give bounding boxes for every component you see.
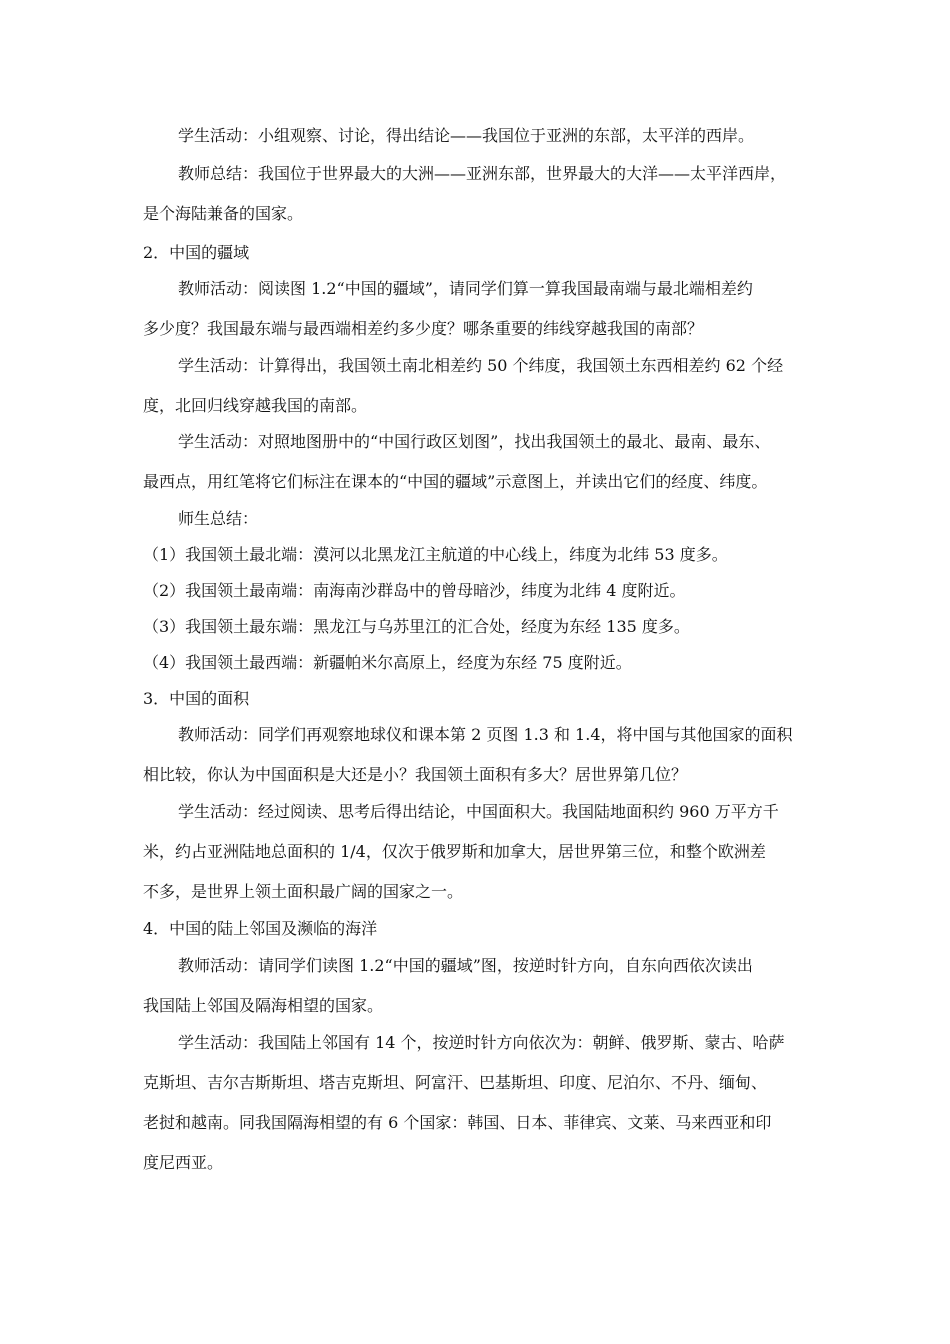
paragraph-line: 是个海陆兼备的国家。 [143, 204, 304, 223]
paragraph-line: 学生活动：经过阅读、思考后得出结论，中国面积大。我国陆地面积约 960 万平方千 [178, 802, 779, 821]
paragraph-line: 学生活动：计算得出，我国领土南北相差约 50 个纬度，我国领土东西相差约 62 个经 [178, 356, 784, 375]
paragraph-line: 老挝和越南。同我国隔海相望的有 6 个国家：韩国、日本、菲律宾、文莱、马来西亚和印 [143, 1113, 772, 1132]
paragraph-line: 师生总结： [178, 509, 259, 528]
paragraph-line: 克斯坦、吉尔吉斯斯坦、塔吉克斯坦、阿富汗、巴基斯坦、印度、尼泊尔、不丹、缅甸、 [143, 1073, 768, 1092]
paragraph-line: 教师活动：同学们再观察地球仪和课本第 2 页图 1.3 和 1.4，将中国与其他国家的面积 [178, 725, 793, 744]
section-heading: 3．中国的面积 [143, 689, 250, 708]
list-item: （2）我国领土最南端：南海南沙群岛中的曾母暗沙，纬度为北纬 4 度附近。 [143, 581, 686, 600]
section-heading: 2．中国的疆域 [143, 243, 250, 262]
paragraph-line: 度，北回归线穿越我国的南部。 [143, 396, 368, 415]
paragraph-line: 相比较，你认为中国面积是大还是小？我国领土面积有多大？居世界第几位？ [143, 765, 688, 784]
paragraph-line: 最西点，用红笔将它们标注在课本的“中国的疆域”示意图上，并读出它们的经度、纬度。 [143, 472, 768, 491]
paragraph-line: 教师总结：我国位于世界最大的大洲——亚洲东部，世界最大的大洋——太平洋西岸， [178, 164, 787, 183]
paragraph-line: 教师活动：请同学们读图 1.2“中国的疆域”图，按逆时针方向，自东向西依次读出 [178, 956, 753, 975]
section-heading: 4．中国的陆上邻国及濒临的海洋 [143, 919, 378, 938]
paragraph-line: 度尼西亚。 [143, 1153, 224, 1172]
paragraph-line: 多少度？我国最东端与最西端相差约多少度？哪条重要的纬线穿越我国的南部？ [143, 319, 704, 338]
paragraph-line: 学生活动：小组观察、讨论，得出结论——我国位于亚洲的东部，太平洋的西岸。 [178, 126, 755, 145]
list-item: （4）我国领土最西端：新疆帕米尔高原上，经度为东经 75 度附近。 [143, 653, 632, 672]
paragraph-line: 学生活动：我国陆上邻国有 14 个，按逆时针方向依次为：朝鲜、俄罗斯、蒙古、哈萨 [178, 1033, 785, 1052]
list-item: （3）我国领土最东端：黑龙江与乌苏里江的汇合处，经度为东经 135 度多。 [143, 617, 690, 636]
list-item: （1）我国领土最北端：漠河以北黑龙江主航道的中心线上，纬度为北纬 53 度多。 [143, 545, 728, 564]
paragraph-line: 我国陆上邻国及隔海相望的国家。 [143, 996, 384, 1015]
paragraph-line: 米，约占亚洲陆地总面积的 1/4，仅次于俄罗斯和加拿大，居世界第三位，和整个欧洲差 [143, 842, 766, 861]
paragraph-line: 学生活动：对照地图册中的“中国行政区划图”，找出我国领土的最北、最南、最东、 [178, 432, 771, 451]
paragraph-line: 不多，是世界上领土面积最广阔的国家之一。 [143, 882, 464, 901]
paragraph-line: 教师活动：阅读图 1.2“中国的疆域”，请同学们算一算我国最南端与最北端相差约 [178, 279, 753, 298]
